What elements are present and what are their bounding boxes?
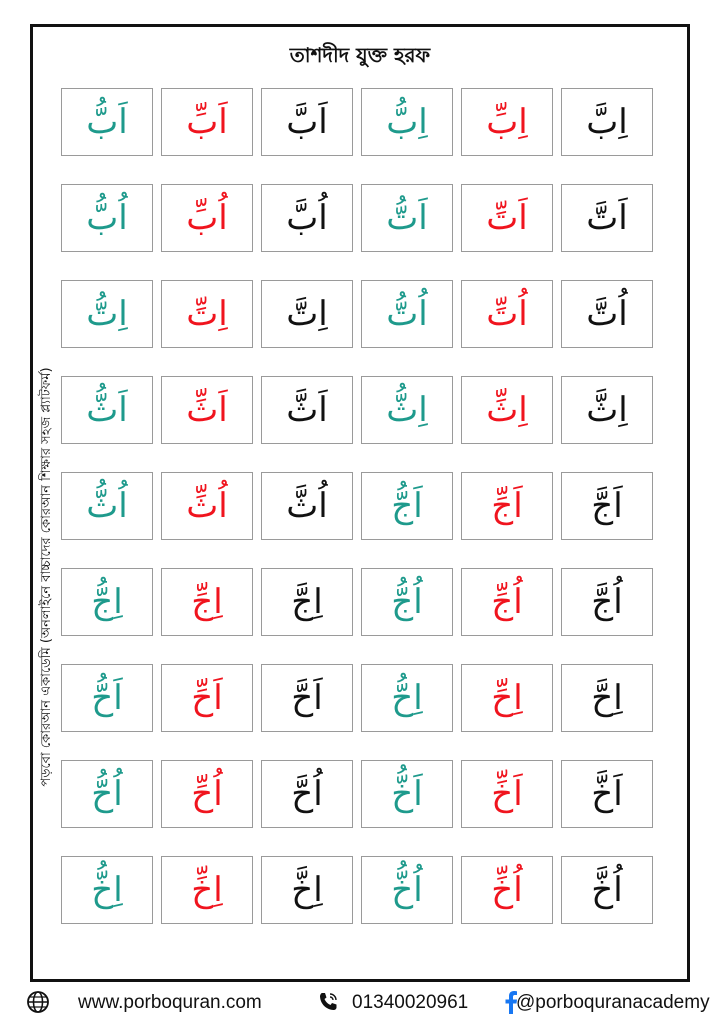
letter-card: اُحُّ (61, 760, 153, 828)
letter-card: اِخِّ (161, 856, 253, 924)
footer-website[interactable]: www.porboquran.com (78, 992, 262, 1013)
letter-card: اَخُّ (361, 760, 453, 828)
letter-card: اَخَّ (561, 760, 653, 828)
letter-card: اَبَّ (261, 88, 353, 156)
letter-card: اَثُّ (61, 376, 153, 444)
letter-card: اُخَّ (561, 856, 653, 924)
letter-card: اُبُّ (61, 184, 153, 252)
footer-phone[interactable]: 01340020961 (352, 992, 469, 1013)
letter-card: اِتُّ (61, 280, 153, 348)
letter-card: اِخَّ (261, 856, 353, 924)
letter-card: اَبِّ (161, 88, 253, 156)
letter-card: اِخُّ (61, 856, 153, 924)
letter-card: اِبِّ (461, 88, 553, 156)
letter-card: اَحَّ (261, 664, 353, 732)
letter-card: اُبَّ (261, 184, 353, 252)
letter-card: اُحَّ (261, 760, 353, 828)
letter-card: اَحُّ (61, 664, 153, 732)
letter-card: اُتَّ (561, 280, 653, 348)
letter-card: اِبَّ (561, 88, 653, 156)
letter-card: اِجَّ (261, 568, 353, 636)
letter-card: اُثَّ (261, 472, 353, 540)
letter-card: اُحِّ (161, 760, 253, 828)
letter-card: اِحُّ (361, 664, 453, 732)
globe-icon (26, 990, 50, 1018)
letter-card: اُخُّ (361, 856, 453, 924)
letter-card: اِثِّ (461, 376, 553, 444)
letter-card: اَجُّ (361, 472, 453, 540)
letter-card: اِجُّ (61, 568, 153, 636)
letter-card: اُجُّ (361, 568, 453, 636)
letter-card: اَخِّ (461, 760, 553, 828)
letter-card: اِجِّ (161, 568, 253, 636)
letter-card: اُثِّ (161, 472, 253, 540)
letter-card: اِتَّ (261, 280, 353, 348)
letter-card: اُتُّ (361, 280, 453, 348)
page-title: তাশদীদ যুক্ত হরফ (289, 43, 431, 67)
letter-card: اِتِّ (161, 280, 253, 348)
letter-card: اُثُّ (61, 472, 153, 540)
letter-card: اَحِّ (161, 664, 253, 732)
side-caption: পড়বো কোরআন একাডেমি (অনলাইনে বাচ্চাদের কোরআন শিক্ষার সহজ প্ল্যাটফর্ম) (39, 367, 54, 787)
letter-card: اُخِّ (461, 856, 553, 924)
letter-card: اَثَّ (261, 376, 353, 444)
letter-card: اَبُّ (61, 88, 153, 156)
letter-card: اِثُّ (361, 376, 453, 444)
letter-card: اِحَّ (561, 664, 653, 732)
letter-card: اَثِّ (161, 376, 253, 444)
letter-card: اُبِّ (161, 184, 253, 252)
letter-card: اِبُّ (361, 88, 453, 156)
letter-card: اَتِّ (461, 184, 553, 252)
letter-card: اِثَّ (561, 376, 653, 444)
letter-card: اَجِّ (461, 472, 553, 540)
letter-card: اَتَّ (561, 184, 653, 252)
letter-card: اُجَّ (561, 568, 653, 636)
letter-card: اِحِّ (461, 664, 553, 732)
footer (0, 988, 724, 1020)
letter-card: اَتُّ (361, 184, 453, 252)
letter-card: اَجَّ (561, 472, 653, 540)
phone-icon (316, 990, 340, 1018)
letter-card: اُجِّ (461, 568, 553, 636)
footer-facebook[interactable]: @porboquranacademy (516, 992, 710, 1013)
letter-grid (61, 88, 661, 924)
letter-card: اُتِّ (461, 280, 553, 348)
